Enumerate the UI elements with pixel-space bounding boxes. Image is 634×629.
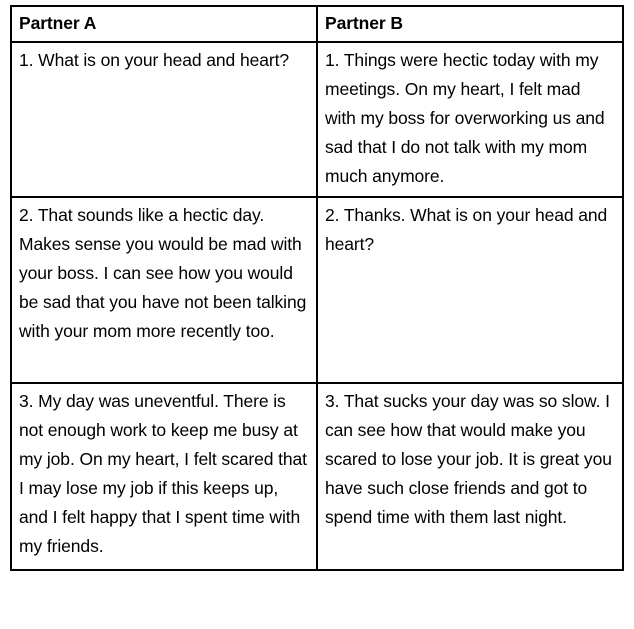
table-row xyxy=(11,42,623,197)
column-header-partner-a: Partner A xyxy=(11,6,317,42)
table-row xyxy=(11,383,623,570)
cell-text: 1. What is on your head and heart? xyxy=(19,50,289,70)
cell-partner-a-turn-1 xyxy=(11,42,317,197)
cell-text: 1. Things were hectic today with my meetings. On my heart, I felt mad with my boss for overworking us and sad that I do not talk with my mom much anymore. xyxy=(325,50,610,186)
cell-text: 2. Thanks. What is on your head and heart? xyxy=(325,205,612,254)
table-row xyxy=(11,197,623,383)
cell-text: 3. My day was uneventful. There is not enough work to keep me busy at my job. On my heart, I felt scared that I may lose my job if this keeps up, and I felt happy that I spent time with my friends. xyxy=(19,391,312,556)
table-header xyxy=(11,6,623,42)
column-header-partner-b: Partner B xyxy=(317,6,623,42)
table-body xyxy=(11,42,623,570)
cell-partner-b-turn-2 xyxy=(317,197,623,383)
cell-text: 2. That sounds like a hectic day. Makes sense you would be mad with your boss. I can see how you would be sad that you have not been talking with your mom more recently too. xyxy=(19,205,311,341)
cell-partner-b-turn-3 xyxy=(317,383,623,570)
cell-partner-b-turn-1 xyxy=(317,42,623,197)
cell-text: 3. That sucks your day was so slow. I can see how that would make you scared to lose your job. It is great you have such close friends and got to spend time with them last night. xyxy=(325,391,617,527)
cell-partner-a-turn-2 xyxy=(11,197,317,383)
cell-partner-a-turn-3 xyxy=(11,383,317,570)
partner-dialogue-table xyxy=(10,5,624,571)
table-header-row xyxy=(11,6,623,42)
